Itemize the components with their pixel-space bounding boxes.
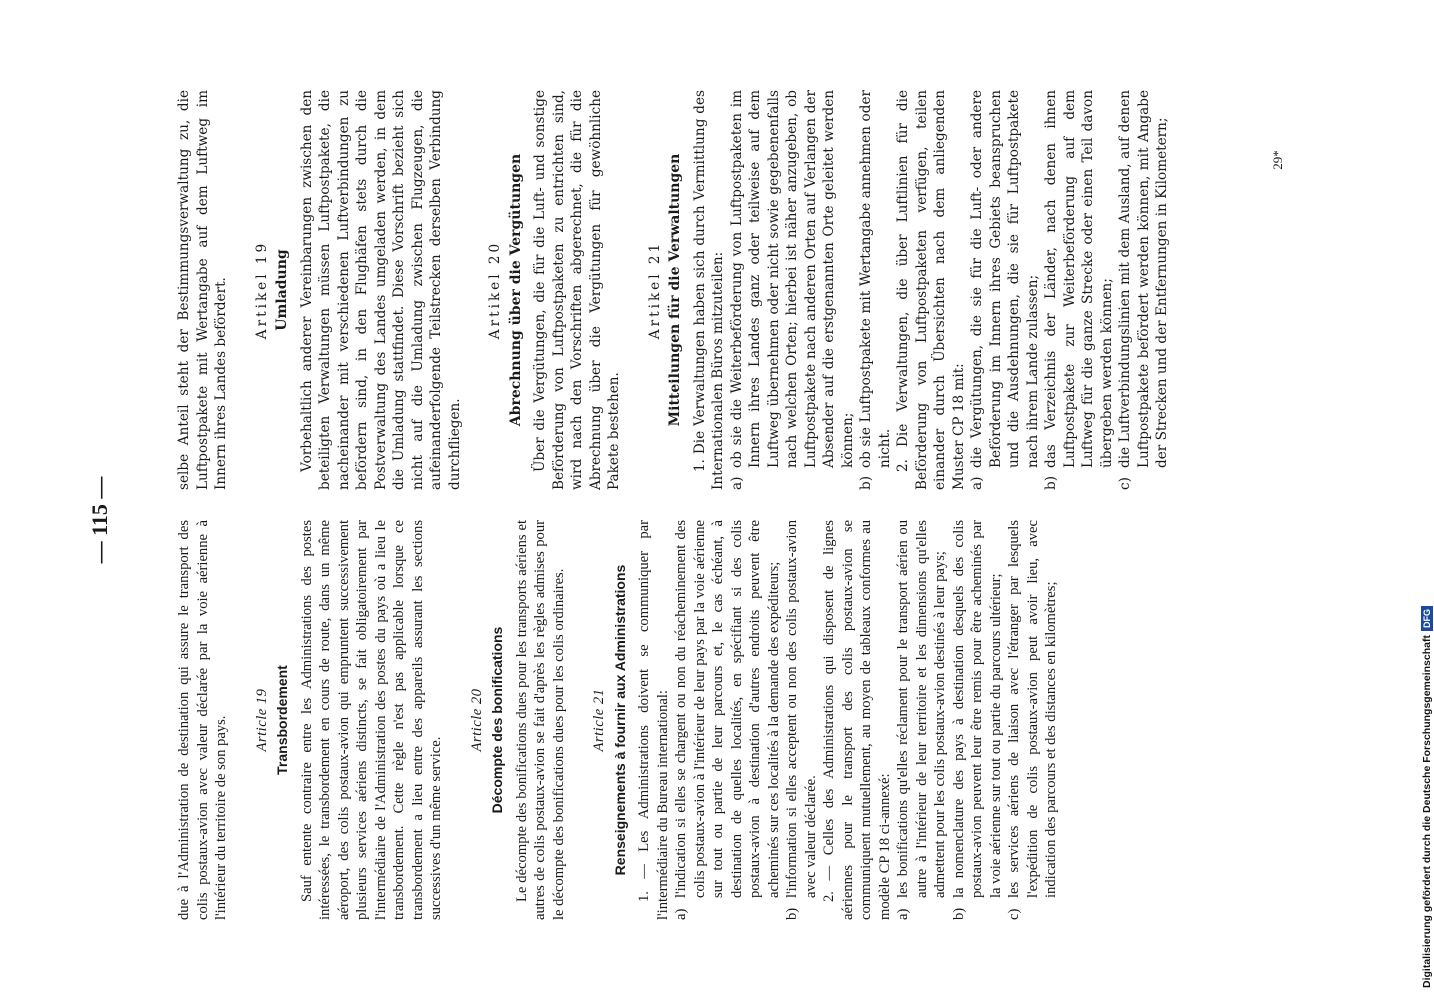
item-text: les services aériens de liaison avec l'étranger par lesquels l'expédition de colis postaux-avion peut avoir lieu, avec indication des parcours et des distances en kilomètres;: [1006, 520, 1059, 898]
french-article-19-title: Transbordement: [274, 665, 290, 775]
german-article-20-title: Abrechnung über die Vergütungen: [507, 153, 524, 427]
dfg-logo-icon: DFG: [1421, 606, 1433, 631]
french-article-21-label: Article 21: [591, 688, 607, 752]
item-text: die Vergütungen, die sie für die Luft- oder andere Beförderung im Innern ihres Gebiets beanspruchen und die Ausdehnungen, die sie für Luftpostpakete nach ihrem Lande zulassen;: [969, 90, 1041, 468]
footer-mark: 29*: [1270, 150, 1285, 170]
rotated-content: [80, 80, 1370, 960]
french-article-21-title: Renseignements à fournir aux Administrations: [611, 564, 628, 876]
item-text: die Luftverbindungslinien mit dem Ausland, auf denen Luftpostpakete befördert werden können, mit Angabe der Strecken und der Entfernungen in Kilometern;: [1117, 90, 1170, 468]
german-article-21-label: Artikel 21: [646, 240, 663, 340]
list-item: [672, 520, 783, 920]
german-article-20-label: Artikel 20: [487, 240, 503, 340]
item-text: das Verzeichnis der Länder, nach denen ihnen Luftpostpakete zur Weiterbeförderung auf dem Luftweg für die ganze Strecke oder einen Teil davon übergeben werden können;: [1043, 90, 1115, 468]
list-item: [857, 90, 894, 490]
list-item: [950, 520, 1006, 920]
german-article-21-para-1: 1. Die Verwaltungen haben sich durch Vermittlung des Internationalen Büros mitzuteilen:: [691, 90, 726, 490]
list-item: [728, 90, 858, 490]
item-label: a): [969, 476, 985, 490]
item-text: l'indication si elles se chargent ou non du réacheminement des colis postaux-avion à l'intérieur de leur pays par la voie aérienne sur tout ou partie de leur parcours et, le cas échéant, à destination de quelles localités, en spécifiant si des colis postaux-avion à destination d'autres endroits peuvent être acheminés sur ces localités à la demande des expéditeurs;: [673, 520, 782, 898]
item-text: ob sie die Weiterbeförderung von Luftpostpaketen im Innern ihres Landes ganz oder teilweise auf dem Luftweg übernehmen oder nicht sowie gegebenenfalls nach welchen Orten; hierbei ist näher anzugeben, ob Luftpostpakete nach anderen Orten auf Verlangen der Absender auf die erstgenannten Orte geleitet werden können;: [728, 90, 856, 468]
item-label: a): [673, 908, 689, 920]
german-article-19-label: Artikel 19: [253, 240, 270, 340]
digitization-credit: [1421, 606, 1433, 988]
french-column: [175, 520, 1061, 920]
list-item: [1116, 90, 1172, 490]
list-item: [1042, 90, 1116, 490]
german-article-19-text: Vorbehaltlich anderer Vereinbarungen zwischen den beteiligten Verwaltungen müssen Luftpostpakete, die nacheinander mit verschiedenen Luftverbindungen zu befördern sind, in den Flughäfen stets durch die Postverwaltung des Landes umgeladen werden, in dem die Umladung stattfindet. Diese Vorschrift bezieht sich nicht auf die Umladung zwischen Flugzeugen, die aufeinanderfolgende Teilstrecken derselben Verbindung durchfliegen.: [298, 90, 463, 490]
item-label: b): [784, 907, 800, 920]
page-number: — 115 —: [87, 476, 112, 564]
item-text: ob sie Luftpostpakete mit Wertangabe annehmen oder nicht.: [858, 90, 893, 468]
german-article-21-para-2: 2. Die Verwaltungen, die über Luftlinien für die Beförderung von Luftpostpaketen verfügen, teilen einander durch Übersichten nach dem anliegenden Muster CP 18 mit:: [895, 90, 967, 490]
list-item: [1005, 520, 1061, 920]
french-article-19-text: Sauf entente contraire entre les Administrations des postes intéressées, le transbordement en cours de route, dans un même aéroport, des colis postaux-avion qui empruntent successivement plusieurs services aériens distincts, se fait obligatoirement par l'intermédiaire de l'Administration des postes du pays où a lieu le transbordement. Cette règle n'est pas applicable lorsque ce transbordement a lieu entre des appareils assurant les sections successives d'un même service.: [298, 520, 444, 920]
item-text: la nomenclature des pays à destination desquels des colis postaux-avion peuvent leur être remis pour être acheminés par la voie aérienne sur tout ou partie du parcours ultérieur;: [950, 520, 1004, 898]
german-article-21-title: Mitteilungen für die Verwaltungen: [667, 153, 683, 427]
french-intro: due à l'Administration de destination qui assure le transport des colis postaux-avion avec valeur déclarée par la voie aérienne à l'intérieur du territoire de son pays.: [176, 520, 229, 920]
french-article-21-para-2: 2. — Celles des Administrations qui disposent de lignes aériennes pour le transport des colis postaux-avion se communiquent mutuellement, au moyen de tableaux conformes au modèle CP 18 ci-annexé:: [821, 520, 893, 920]
french-article-20-title: Décompte des bonifications: [489, 626, 505, 814]
item-label: b): [1043, 475, 1059, 490]
item-label: b): [858, 475, 874, 490]
french-article-19-label: Article 19: [253, 688, 270, 752]
german-column: [175, 90, 1172, 490]
french-article-20-text: Le décompte des bonifications dues pour les transports aériens et autres de colis postaux-avion se fait d'après les règles admises pour le décompte des bonifications dues pour les colis ordinaires.: [513, 520, 567, 920]
credit-text: Digitalisierung gefördert durch die Deutsche Forschungsgemeinschaft: [1421, 635, 1433, 988]
german-article-20-text: Über die Vergütungen, die für die Luft- und sonstige Beförderung von Luftpostpaketen zu entrichten sind, wird nach den Vorschriften abgerechnet, die für die Abrechnung über die Vergütungen für gewöhnliche Pakete bestehen.: [532, 90, 622, 490]
list-item: [894, 520, 950, 920]
item-label: b): [950, 907, 967, 920]
german-article-19-title: Umladung: [274, 249, 290, 331]
item-label: c): [1117, 477, 1133, 490]
item-label: c): [1006, 908, 1022, 920]
german-intro: selbe Anteil steht der Bestimmungsverwaltung zu, die Luftpostpakete mit Wertangabe auf dem Luftweg im Innern ihres Landes befördert.: [176, 90, 229, 490]
item-label: a): [728, 476, 745, 490]
item-label: a): [895, 908, 911, 920]
list-item: [968, 90, 1042, 490]
list-item: [783, 520, 820, 920]
item-text: l'information si elles acceptent ou non des colis postaux-avion avec valeur déclarée.: [784, 520, 819, 898]
french-article-20-label: Article 20: [468, 688, 485, 752]
item-text: les bonifications qu'elles réclament pour le transport aérien ou autre à l'intérieur de leur territoire et les dimensions qu'elles admettent pour les colis postaux-avion destinés à leur pays;: [895, 520, 948, 898]
french-article-21-para-1: 1. — Les Administrations doivent se communiquer par l'intermédiaire du Bureau international:: [636, 520, 671, 920]
